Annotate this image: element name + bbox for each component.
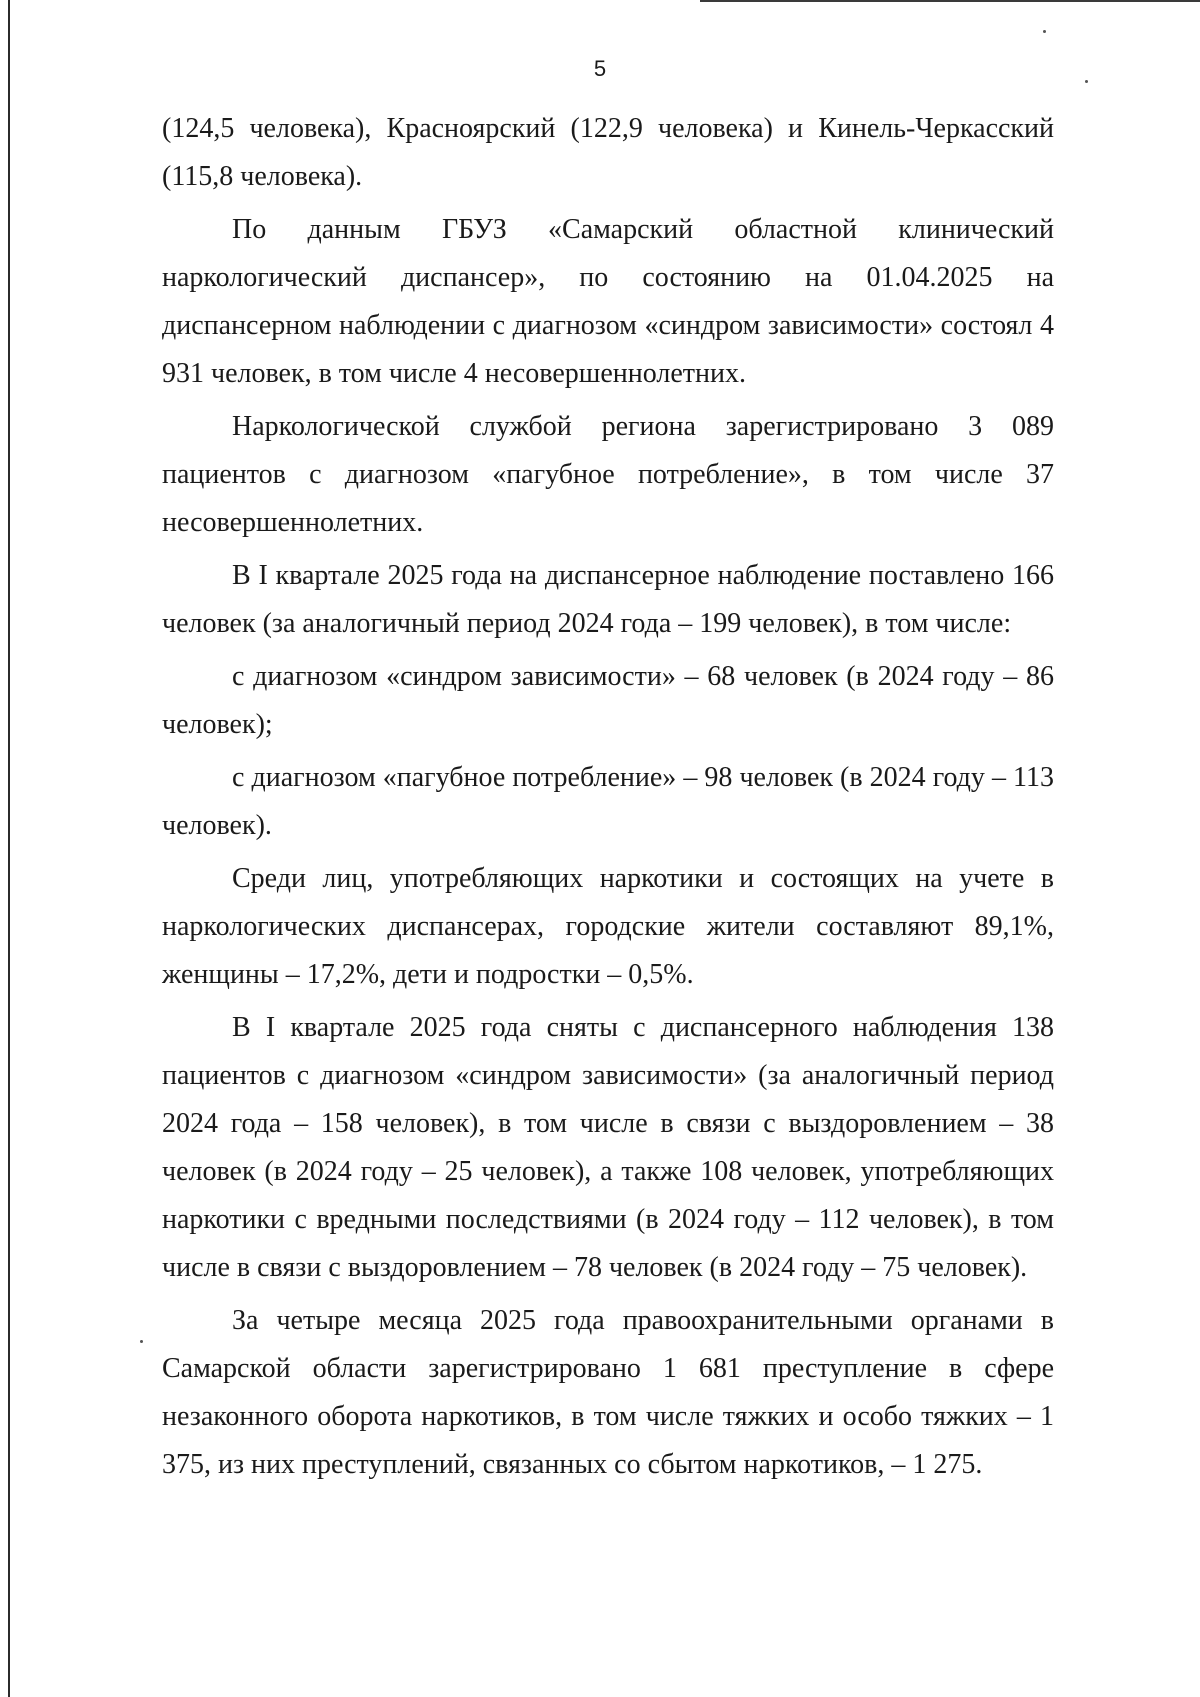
scan-left-edge xyxy=(8,0,10,1697)
paragraph: (124,5 человека), Красноярский (122,9 человека) и Кинель-Черкасский (115,8 человека). xyxy=(162,113,1054,192)
paragraph: с диагнозом «синдром зависимости» – 68 человек (в 2024 году – 86 человек); xyxy=(162,661,1054,740)
scan-speck xyxy=(140,1340,143,1343)
paragraph: В I квартале 2025 года сняты с диспансерного наблюдения 138 пациентов с диагнозом «синдром зависимости» (за аналогичный период 2024 года – 158 человек), в том числе в связи с выздоровлением – 38 человек (в 2024 году – 25 человек), а также 108 человек, употребляющих наркотики с вредными последствиями (в 2024 году – 112 человек), в том числе в связи с выздоровлением – 78 человек (в 2024 году – 75 человек). xyxy=(162,1012,1054,1283)
paragraph: Наркологической службой региона зарегистрировано 3 089 пациентов с диагнозом «пагубное потребление», в том числе 37 несовершеннолетних. xyxy=(162,411,1054,538)
paragraph: Среди лиц, употребляющих наркотики и состоящих на учете в наркологических диспансерах, городские жители составляют 89,1%, женщины – 17,2%, дети и подростки – 0,5%. xyxy=(162,863,1054,990)
paragraph: По данным ГБУЗ «Самарский областной клинический наркологический диспансер», по состоянию на 01.04.2025 на диспансерном наблюдении с диагнозом «синдром зависимости» состоял 4 931 человек, в том числе 4 несовершеннолетних. xyxy=(162,214,1054,389)
page-number: 5 xyxy=(593,56,607,81)
page-text xyxy=(162,105,1054,1494)
paragraph: с диагнозом «пагубное потребление» – 98 человек (в 2024 году – 113 человек). xyxy=(162,762,1054,841)
scan-top-edge xyxy=(700,0,1200,2)
paragraph: В I квартале 2025 года на диспансерное наблюдение поставлено 166 человек (за аналогичный период 2024 года – 199 человек), в том числе: xyxy=(162,560,1054,639)
scan-speck xyxy=(1043,30,1046,33)
paragraph: За четыре месяца 2025 года правоохранительными органами в Самарской области зарегистрировано 1 681 преступление в сфере незаконного оборота наркотиков, в том числе тяжких и особо тяжких – 1 375, из них преступлений, связанных со сбытом наркотиков, – 1 275. xyxy=(162,1305,1054,1480)
